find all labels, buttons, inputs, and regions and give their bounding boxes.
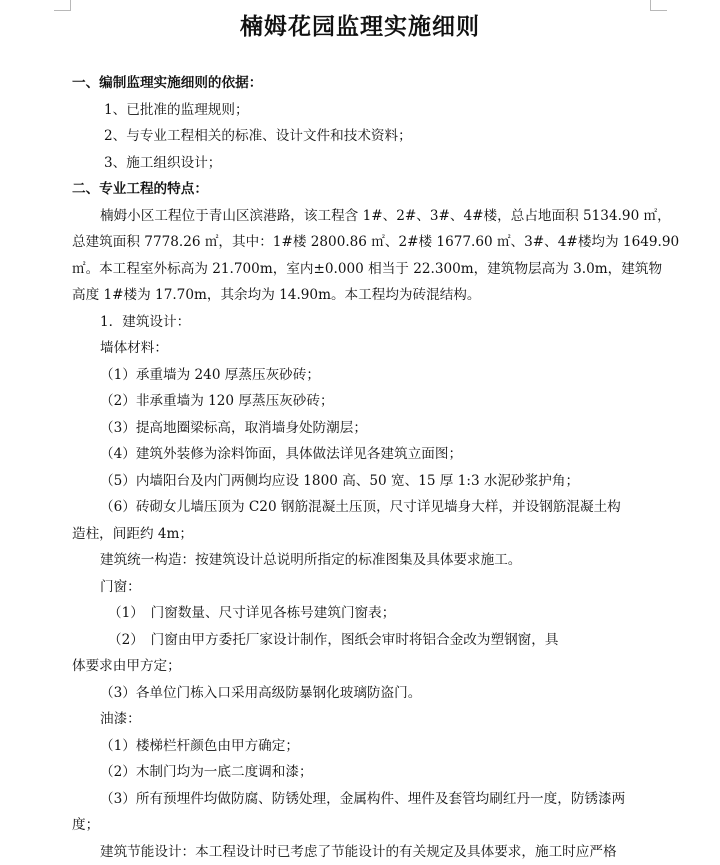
unified-construction: 建筑统一构造：按建筑设计总说明所指定的标准图集及具体要求施工。	[72, 547, 650, 574]
architectural-design-heading: 1．建筑设计：	[72, 309, 650, 336]
section1-item-3: 3、施工组织设计；	[72, 150, 650, 177]
wall-item-3: （3）提高地圈梁标高，取消墙身处防潮层；	[72, 415, 650, 442]
project-description-line-3: ㎡。本工程室外标高为 21.700m，室内±0.000 相当于 22.300m，建筑物层高为 3.0m，建筑物	[72, 256, 650, 283]
document-title: 楠姆花园监理实施细则	[0, 8, 720, 41]
section1-heading: 一、编制监理实施细则的依据：	[72, 70, 650, 97]
paint-item-3-line-1: （3）所有预埋件均做防腐、防锈处理，金属构件、埋件及套管均刷红丹一度，防锈漆两	[72, 786, 650, 813]
paint-heading: 油漆：	[72, 706, 650, 733]
project-description-line-4: 高度 1#楼为 17.70m，其余均为 14.90m。本工程均为砖混结构。	[72, 282, 650, 309]
wall-item-6-line-2: 造柱，间距约 4m；	[72, 521, 650, 548]
doors-windows-heading: 门窗：	[72, 574, 650, 601]
wall-material-heading: 墙体材料：	[72, 335, 650, 362]
paint-item-2: （2）木制门均为一底二度调和漆；	[72, 759, 650, 786]
section1-item-1: 1、已批准的监理规则；	[72, 97, 650, 124]
paint-item-3-line-2: 度；	[72, 812, 650, 839]
wall-item-6-line-1: （6）砖砌女儿墙压顶为 C20 钢筋混凝土压顶，尺寸详见墙身大样，并设钢筋混凝土构	[72, 494, 650, 521]
door-item-3: （3）各单位门栋入口采用高级防暴钢化玻璃防盗门。	[72, 680, 650, 707]
door-item-2-line-1: （2） 门窗由甲方委托厂家设计制作，图纸会审时将铝合金改为塑钢窗，具	[72, 627, 650, 654]
energy-saving-design-line-1: 建筑节能设计：本工程设计时已考虑了节能设计的有关规定及具体要求，施工时应严格	[72, 839, 650, 865]
door-item-1: （1） 门窗数量、尺寸详见各栋号建筑门窗表；	[72, 600, 650, 627]
section1-item-2: 2、与专业工程相关的标准、设计文件和技术资料；	[72, 123, 650, 150]
door-item-2-line-2: 体要求由甲方定；	[72, 653, 650, 680]
wall-item-4: （4）建筑外装修为涂料饰面，具体做法详见各建筑立面图；	[72, 441, 650, 468]
project-description-line-1: 楠姆小区工程位于青山区滨港路，该工程含 1#、2#、3#、4#楼，总占地面积 5134.90 ㎡，	[72, 203, 650, 230]
wall-item-5: （5）内墙阳台及内门两侧均应设 1800 高、50 宽、15 厚 1:3 水泥砂浆护角；	[72, 468, 650, 495]
paint-item-1: （1）楼梯栏杆颜色由甲方确定；	[72, 733, 650, 760]
wall-item-1: （1）承重墙为 240 厚蒸压灰砂砖；	[72, 362, 650, 389]
project-description-line-2: 总建筑面积 7778.26 ㎡，其中：1#楼 2800.86 ㎡、2#楼 1677.60 ㎡、3#、4#楼均为 1649.90	[72, 229, 650, 256]
document-body	[72, 70, 650, 865]
wall-item-2: （2）非承重墙为 120 厚蒸压灰砂砖；	[72, 388, 650, 415]
section2-heading: 二、专业工程的特点：	[72, 176, 650, 203]
